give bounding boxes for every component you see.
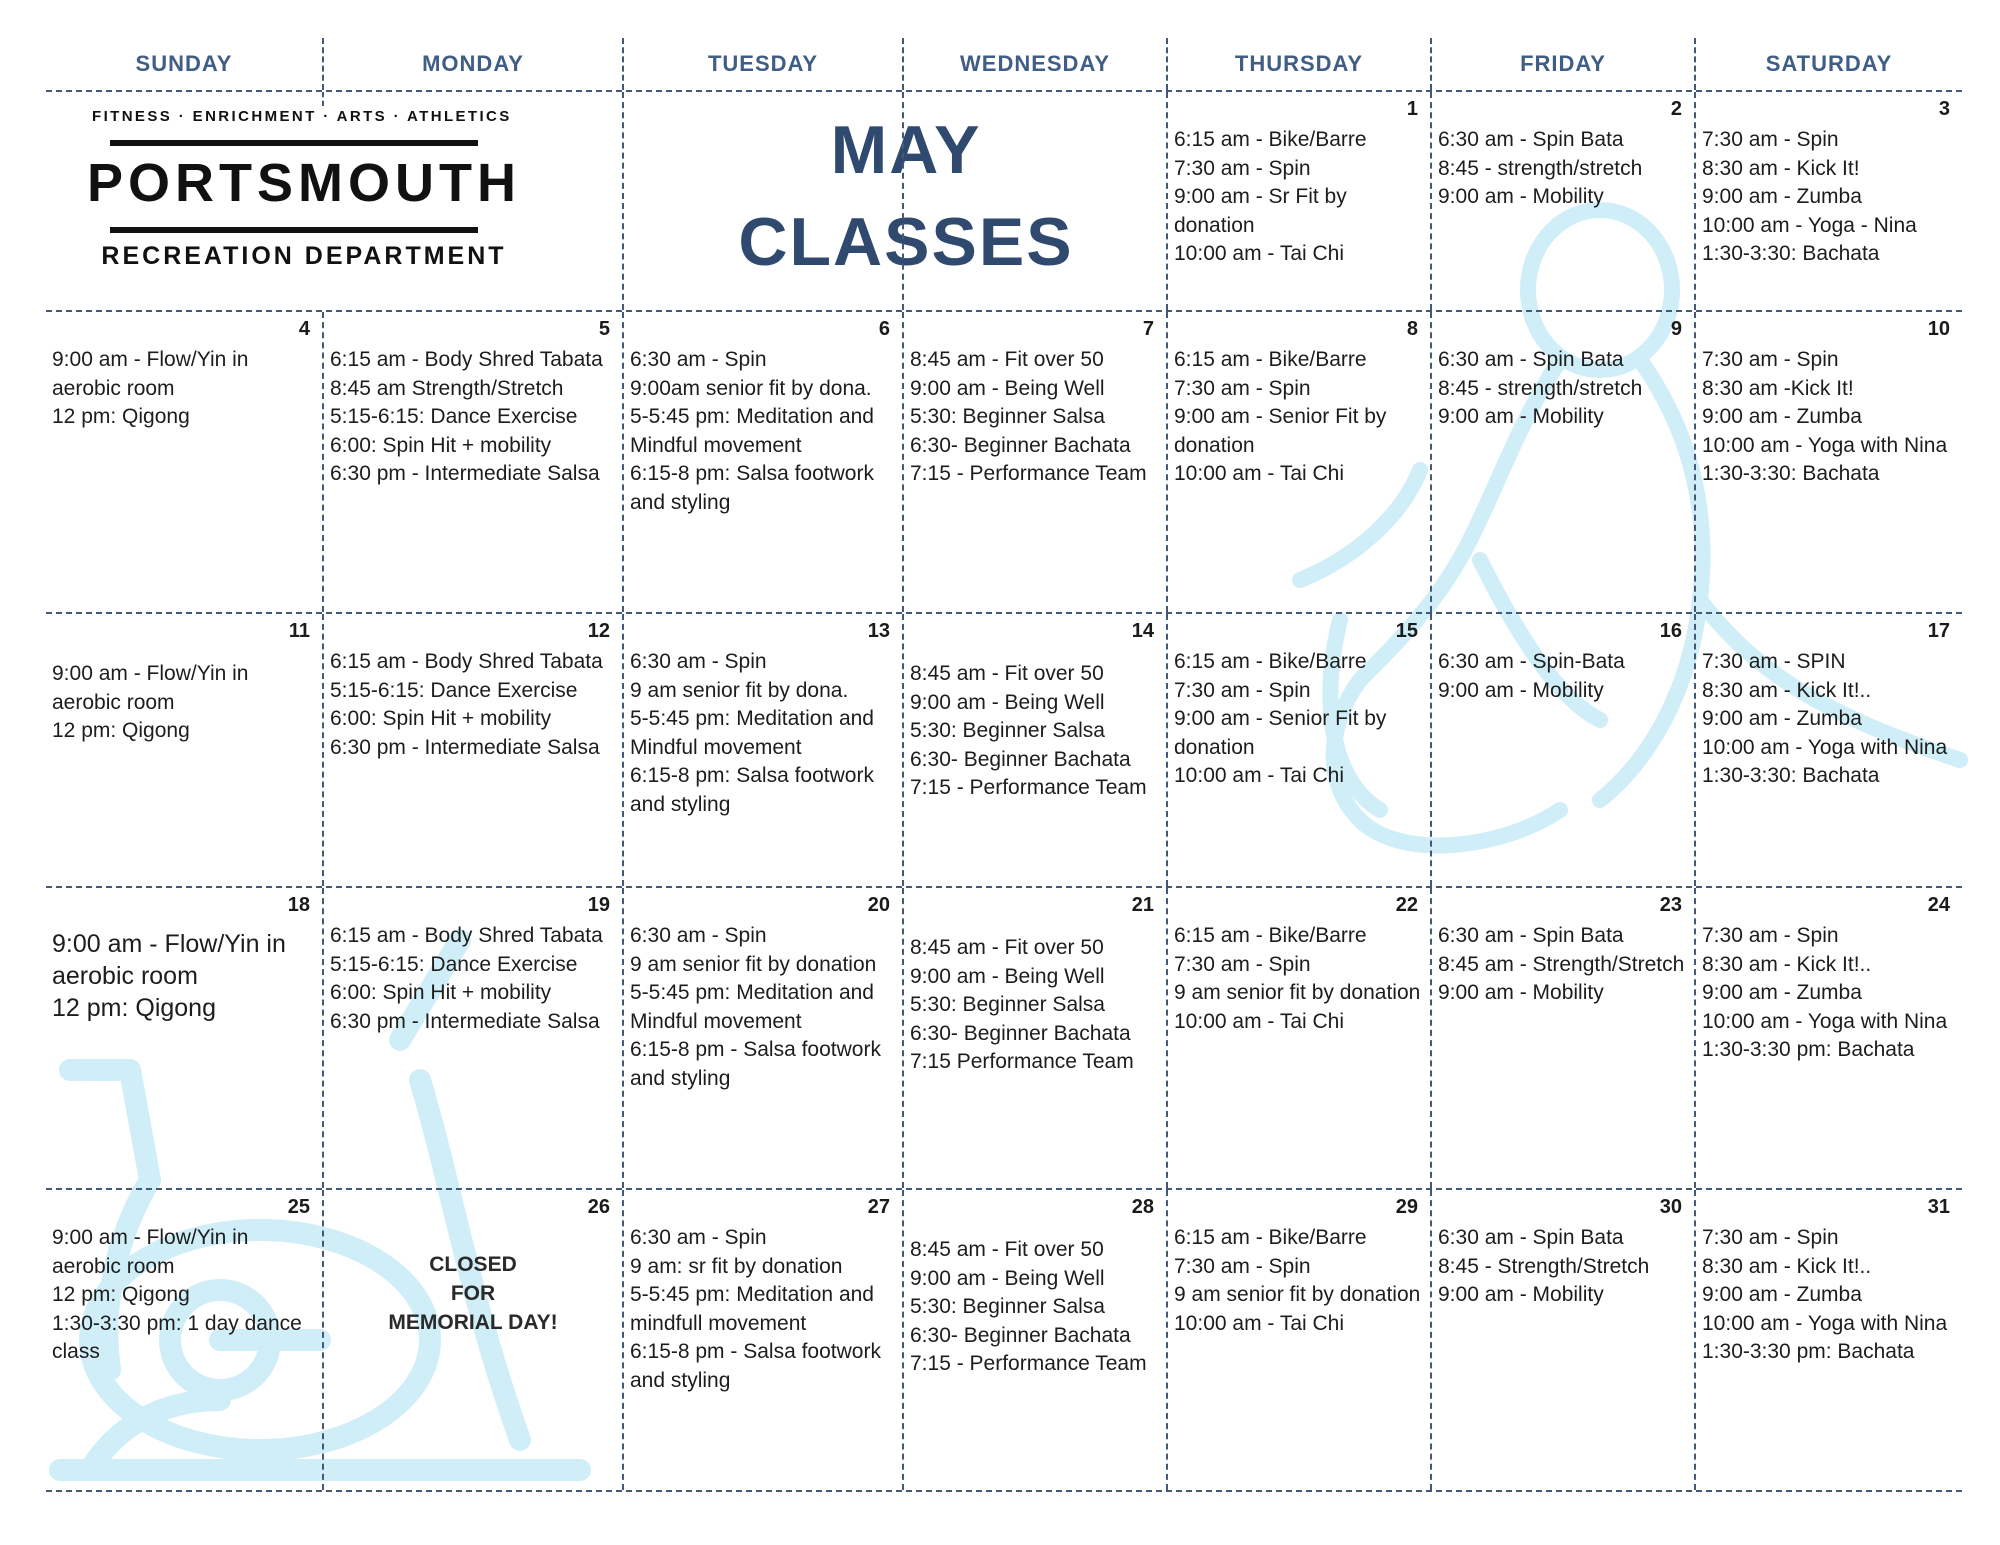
day-cell [1166, 92, 1430, 310]
day-name-sunday: SUNDAY [135, 51, 233, 76]
event-item: 8:30 am - Kick It!.. [1702, 678, 1872, 702]
event-item: 8:30 am - Kick It!.. [1702, 952, 1872, 976]
event-item: 10:00 am - Yoga with Nina [1702, 433, 1948, 457]
event-item: 9:00 am - Flow/Yin in aerobic room [52, 662, 249, 714]
day-cell [902, 888, 1166, 1188]
event-list [1174, 648, 1424, 791]
event-list [630, 648, 896, 819]
event-item: 6:00: Spin Hit + mobility [330, 433, 552, 457]
event-item: 1:30-3:30 pm: Bachata [1702, 1340, 1915, 1363]
event-item: 9:00 am - Being Well [910, 964, 1105, 988]
event-item: 9:00 am - Zumba [1702, 405, 1862, 428]
event-item: 6:30 am - Spin [630, 1226, 767, 1249]
event-item: 9 am senior fit by dona. [630, 678, 849, 702]
event-list [910, 660, 1160, 803]
event-list [1702, 126, 1956, 269]
event-item: 6:15 am - Bike/Barre [1174, 348, 1367, 371]
event-item: 7:30 am - SPIN [1702, 650, 1846, 673]
event-item: 7:30 am - Spin [1174, 156, 1311, 180]
event-list [910, 934, 1160, 1077]
event-item: 6:15-8 pm: Salsa footwork and styling [630, 462, 874, 514]
event-list [52, 660, 316, 746]
day-cell [46, 1190, 322, 1490]
event-item: 9:00 am - Being Well [910, 690, 1105, 714]
date-number: 28 [1131, 1196, 1154, 1218]
event-item: 8:45 am - Fit over 50 [910, 936, 1104, 959]
closed-line: MEMORIAL DAY! [388, 1311, 558, 1334]
event-item: 9 am senior fit by donation [1174, 981, 1421, 1004]
date-number: 8 [1406, 318, 1418, 340]
event-item: 6:30 am - Spin-Bata [1438, 650, 1625, 673]
day-cell [902, 1190, 1166, 1490]
event-list [1702, 922, 1956, 1065]
event-list [52, 928, 316, 1024]
event-item: 6:30 am - Spin [630, 650, 767, 673]
event-list [1174, 126, 1424, 269]
logo-tagline: FITNESS · ENRICHMENT · ARTS · ATHLETICS [92, 108, 512, 125]
event-item: 1:30-3:30: Bachata [1702, 242, 1880, 265]
event-item: 1:30-3:30: Bachata [1702, 462, 1880, 485]
logo-department: RECREATION DEPARTMENT [101, 242, 507, 270]
event-item: 12 pm: Qigong [52, 1283, 190, 1306]
event-item: 10:00 am - Tai Chi [1174, 462, 1345, 485]
date-number: 5 [598, 318, 610, 340]
logo-rule-bottom [110, 227, 478, 233]
event-list [1438, 346, 1688, 432]
event-item: 9:00 am - Being Well [910, 376, 1105, 400]
event-item: 6:30- Beginner Bachata [910, 1021, 1131, 1045]
date-number: 11 [288, 620, 310, 642]
event-item: 9:00 am - Flow/Yin in aerobic room [52, 348, 249, 400]
event-list [910, 346, 1160, 489]
event-list [52, 1224, 316, 1367]
day-cell [902, 312, 1166, 612]
date-number: 7 [1142, 318, 1154, 340]
event-item: 6:30- Beginner Bachata [910, 1323, 1131, 1347]
date-number: 17 [1927, 620, 1950, 642]
day-cell [1694, 888, 1962, 1188]
portsmouth-logo [46, 92, 616, 309]
day-cell [1694, 614, 1962, 886]
day-name-saturday: SATURDAY [1694, 38, 1962, 90]
event-item: 7:15 Performance Team [910, 1050, 1134, 1073]
event-item: 9:00 am - Mobility [1438, 185, 1604, 208]
event-list [1174, 1224, 1424, 1338]
event-list [1438, 126, 1688, 212]
day-cell [1430, 614, 1694, 886]
event-item: 10:00 am - Yoga with Nina [1702, 735, 1948, 759]
event-item: 12 pm: Qigong [52, 994, 216, 1022]
event-item: 6:30 am - Spin [630, 348, 767, 371]
day-cell [622, 888, 902, 1188]
event-list [1174, 346, 1424, 489]
date-number: 15 [1395, 620, 1418, 642]
event-item: 9:00 am - Zumba [1702, 1283, 1862, 1306]
event-item: 8:45 am Strength/Stretch [330, 376, 564, 400]
day-cell [1166, 1190, 1430, 1490]
day-cell [1694, 92, 1962, 310]
event-item: 10:00 am - Tai Chi [1174, 242, 1345, 265]
date-number: 18 [287, 894, 310, 916]
event-item: 9:00 am - Mobility [1438, 405, 1604, 428]
event-item: 9 am senior fit by donation [1174, 1283, 1421, 1306]
event-list [910, 1236, 1160, 1379]
event-item: 7:15 - Performance Team [910, 462, 1147, 485]
date-number: 21 [1131, 894, 1154, 916]
event-list [1438, 1224, 1688, 1310]
day-cell [1166, 614, 1430, 886]
logo-rule-top [110, 140, 478, 146]
date-number: 29 [1395, 1196, 1418, 1218]
event-item: 6:15-8 pm - Salsa footwork and styling [630, 1340, 881, 1392]
event-item: 12 pm: Qigong [52, 719, 190, 742]
date-number: 3 [1938, 98, 1950, 120]
event-item: 9:00 am - Zumba [1702, 185, 1862, 208]
event-list [1702, 346, 1956, 489]
event-item: 8:45 am - Fit over 50 [910, 348, 1104, 371]
date-number: 4 [298, 318, 310, 340]
event-item: 6:30 am - Spin [630, 924, 767, 947]
event-item: 9:00 am - Mobility [1438, 678, 1604, 702]
event-item: 6:15 am - Bike/Barre [1174, 650, 1367, 673]
event-item: 5:15-6:15: Dance Exercise [330, 678, 578, 702]
event-item: 7:30 am - Spin [1174, 376, 1311, 400]
date-number: 25 [287, 1196, 310, 1218]
day-cell [46, 888, 322, 1188]
event-item: 7:30 am - Spin [1174, 678, 1311, 702]
week-row [46, 312, 1962, 614]
event-list [1174, 922, 1424, 1036]
event-item: 10:00 am - Tai Chi [1174, 1009, 1345, 1033]
event-item: 6:30 am - Spin Bata [1438, 348, 1624, 371]
event-item: 9:00 am - Zumba [1702, 981, 1862, 1004]
date-number: 1 [1406, 98, 1418, 120]
event-item: 6:15 am - Bike/Barre [1174, 924, 1367, 947]
day-cell [902, 614, 1166, 886]
event-item: 7:30 am - Spin [1702, 924, 1839, 947]
event-item: 10:00 am - Tai Chi [1174, 1311, 1345, 1335]
date-number: 20 [867, 894, 890, 916]
column-divider [622, 92, 624, 310]
day-cell [322, 312, 622, 612]
event-item: 9 am: sr fit by donation [630, 1254, 843, 1278]
event-item: 6:30 pm - Intermediate Salsa [330, 462, 600, 485]
event-item: 10:00 am - Yoga with Nina [1702, 1311, 1948, 1335]
event-item: 10:00 am - Yoga - Nina [1702, 213, 1917, 237]
event-item: 8:30 am - Kick It!.. [1702, 1254, 1872, 1278]
event-list [630, 922, 896, 1093]
title-line-2: CLASSES [738, 204, 1074, 280]
event-item: 7:30 am - Spin [1702, 348, 1839, 371]
event-list [52, 346, 316, 432]
event-item: 8:45 am - Fit over 50 [910, 662, 1104, 685]
date-number: 6 [878, 318, 890, 340]
event-item: 6:30- Beginner Bachata [910, 433, 1131, 457]
event-item: 9:00 am - Being Well [910, 1266, 1105, 1290]
event-item: 6:30 pm - Intermediate Salsa [330, 1009, 600, 1033]
date-number: 16 [1659, 620, 1682, 642]
closed-notice [324, 1250, 622, 1337]
day-cell [1430, 1190, 1694, 1490]
date-number: 24 [1927, 894, 1950, 916]
event-list [330, 922, 616, 1036]
day-cell [622, 614, 902, 886]
event-list [1438, 922, 1688, 1008]
date-number: 26 [587, 1196, 610, 1218]
event-item: 6:30 am - Spin Bata [1438, 1226, 1624, 1249]
event-item: 9:00 am - Senior Fit by donation [1174, 707, 1387, 759]
event-item: 6:15-8 pm: Salsa footwork and styling [630, 764, 874, 816]
week-row [46, 888, 1962, 1190]
event-item: 5-5:45 pm: Meditation and Mindful movement [630, 981, 874, 1033]
event-item: 9:00 am - Mobility [1438, 1283, 1604, 1306]
event-item: 8:45 - Strength/Stretch [1438, 1254, 1650, 1278]
day-cell [322, 888, 622, 1188]
event-item: 1:30-3:30: Bachata [1702, 764, 1880, 787]
event-item: 7:30 am - Spin [1174, 1254, 1311, 1278]
event-item: 8:45 am - Strength/Stretch [1438, 952, 1685, 976]
day-cell [1166, 312, 1430, 612]
event-item: 8:45 am - Fit over 50 [910, 1238, 1104, 1261]
event-item: 6:30- Beginner Bachata [910, 747, 1131, 771]
event-item: 5:30: Beginner Salsa [910, 1295, 1105, 1318]
date-number: 10 [1927, 318, 1950, 340]
event-item: 1:30-3:30 pm: Bachata [1702, 1038, 1915, 1061]
event-list [1702, 1224, 1956, 1367]
date-number: 9 [1670, 318, 1682, 340]
date-number: 23 [1659, 894, 1682, 916]
event-list [1438, 648, 1688, 705]
day-name-tuesday: TUESDAY [622, 38, 902, 90]
event-item: 6:00: Spin Hit + mobility [330, 707, 552, 730]
event-item: 9:00 am - Flow/Yin in aerobic room [52, 930, 286, 990]
date-number: 30 [1659, 1196, 1682, 1218]
event-item: 6:30 pm - Intermediate Salsa [330, 735, 600, 759]
event-item: 1:30-3:30 pm: 1 day dance class [52, 1311, 302, 1363]
day-name-thursday: THURSDAY [1166, 38, 1430, 90]
event-item: 5:30: Beginner Salsa [910, 719, 1105, 742]
date-number: 22 [1395, 894, 1418, 916]
event-item: 9 am senior fit by donation [630, 952, 877, 976]
column-divider [322, 92, 324, 106]
event-item: 10:00 am - Tai Chi [1174, 764, 1345, 787]
event-item: 8:45 - strength/stretch [1438, 156, 1643, 180]
closed-line: CLOSED [429, 1253, 517, 1276]
event-item: 7:15 - Performance Team [910, 1352, 1147, 1375]
event-list [630, 346, 896, 517]
logo-name: PORTSMOUTH [87, 153, 521, 213]
event-item: 12 pm: Qigong [52, 405, 190, 428]
event-item: 8:30 am -Kick It! [1702, 376, 1854, 400]
event-item: 5-5:45 pm: Meditation and mindfull movement [630, 1283, 874, 1335]
closed-line: FOR [450, 1282, 496, 1305]
event-list [330, 648, 616, 762]
week-row [46, 614, 1962, 888]
event-item: 6:15 am - Bike/Barre [1174, 128, 1367, 151]
event-item: 9:00am senior fit by dona. [630, 376, 872, 400]
week-row [46, 1190, 1962, 1492]
date-number: 31 [1927, 1196, 1950, 1218]
date-number: 14 [1131, 620, 1154, 642]
day-cell [1430, 312, 1694, 612]
day-cell [1430, 888, 1694, 1188]
event-item: 8:45 - strength/stretch [1438, 376, 1643, 400]
day-cell [322, 614, 622, 886]
week-row [46, 92, 1962, 312]
day-name-friday: FRIDAY [1430, 38, 1694, 90]
day-cell [46, 312, 322, 612]
event-item: 9:00 am - Flow/Yin in aerobic room [52, 1226, 249, 1278]
event-item: 7:30 am - Spin [1174, 952, 1311, 976]
event-item: 9:00 am - Mobility [1438, 981, 1604, 1004]
event-item: 9:00 am - Zumba [1702, 707, 1862, 730]
event-item: 6:15 am - Bike/Barre [1174, 1226, 1367, 1249]
day-name-monday: MONDAY [322, 38, 622, 90]
date-number: 13 [867, 620, 890, 642]
event-item: 6:15-8 pm - Salsa footwork and styling [630, 1038, 881, 1090]
event-list [630, 1224, 896, 1395]
event-item: 7:15 - Performance Team [910, 776, 1147, 799]
event-item: 5-5:45 pm: Meditation and Mindful movement [630, 707, 874, 759]
event-item: 5:15-6:15: Dance Exercise [330, 405, 578, 428]
column-divider [902, 92, 904, 310]
event-item: 5:15-6:15: Dance Exercise [330, 952, 578, 976]
event-item: 6:15 am - Body Shred Tabata [330, 650, 603, 673]
day-cell [1694, 1190, 1962, 1490]
day-cell [46, 614, 322, 886]
day-cell [322, 1190, 622, 1490]
event-item: 6:15 am - Body Shred Tabata [330, 924, 603, 947]
event-item: 9:00 am - Senior Fit by donation [1174, 405, 1387, 457]
event-item: 6:00: Spin Hit + mobility [330, 981, 552, 1004]
event-item: 5-5:45 pm: Meditation and Mindful movement [630, 405, 874, 457]
day-cell [1694, 312, 1962, 612]
date-number: 12 [587, 620, 610, 642]
event-item: 8:30 am - Kick It! [1702, 156, 1860, 180]
calendar [46, 38, 1962, 1492]
event-list [330, 346, 616, 489]
title-line-1: MAY [830, 112, 982, 188]
event-list [1702, 648, 1956, 791]
date-number: 27 [867, 1196, 890, 1218]
day-cell [622, 1190, 902, 1490]
date-number: 19 [587, 894, 610, 916]
day-cell [1430, 92, 1694, 310]
event-item: 9:00 am - Sr Fit by donation [1174, 185, 1347, 237]
event-item: 10:00 am - Yoga with Nina [1702, 1009, 1948, 1033]
event-item: 7:30 am - Spin [1702, 128, 1839, 151]
date-number: 2 [1670, 98, 1682, 120]
event-item: 6:30 am - Spin Bata [1438, 128, 1624, 151]
event-item: 6:30 am - Spin Bata [1438, 924, 1624, 947]
event-item: 5:30: Beginner Salsa [910, 405, 1105, 428]
day-cell [622, 312, 902, 612]
page-title [616, 92, 1196, 309]
day-header-row [46, 38, 1962, 92]
event-item: 7:30 am - Spin [1702, 1226, 1839, 1249]
event-item: 6:15 am - Body Shred Tabata [330, 348, 603, 371]
day-name-wednesday: WEDNESDAY [902, 38, 1166, 90]
event-item: 5:30: Beginner Salsa [910, 993, 1105, 1016]
day-cell [1166, 888, 1430, 1188]
